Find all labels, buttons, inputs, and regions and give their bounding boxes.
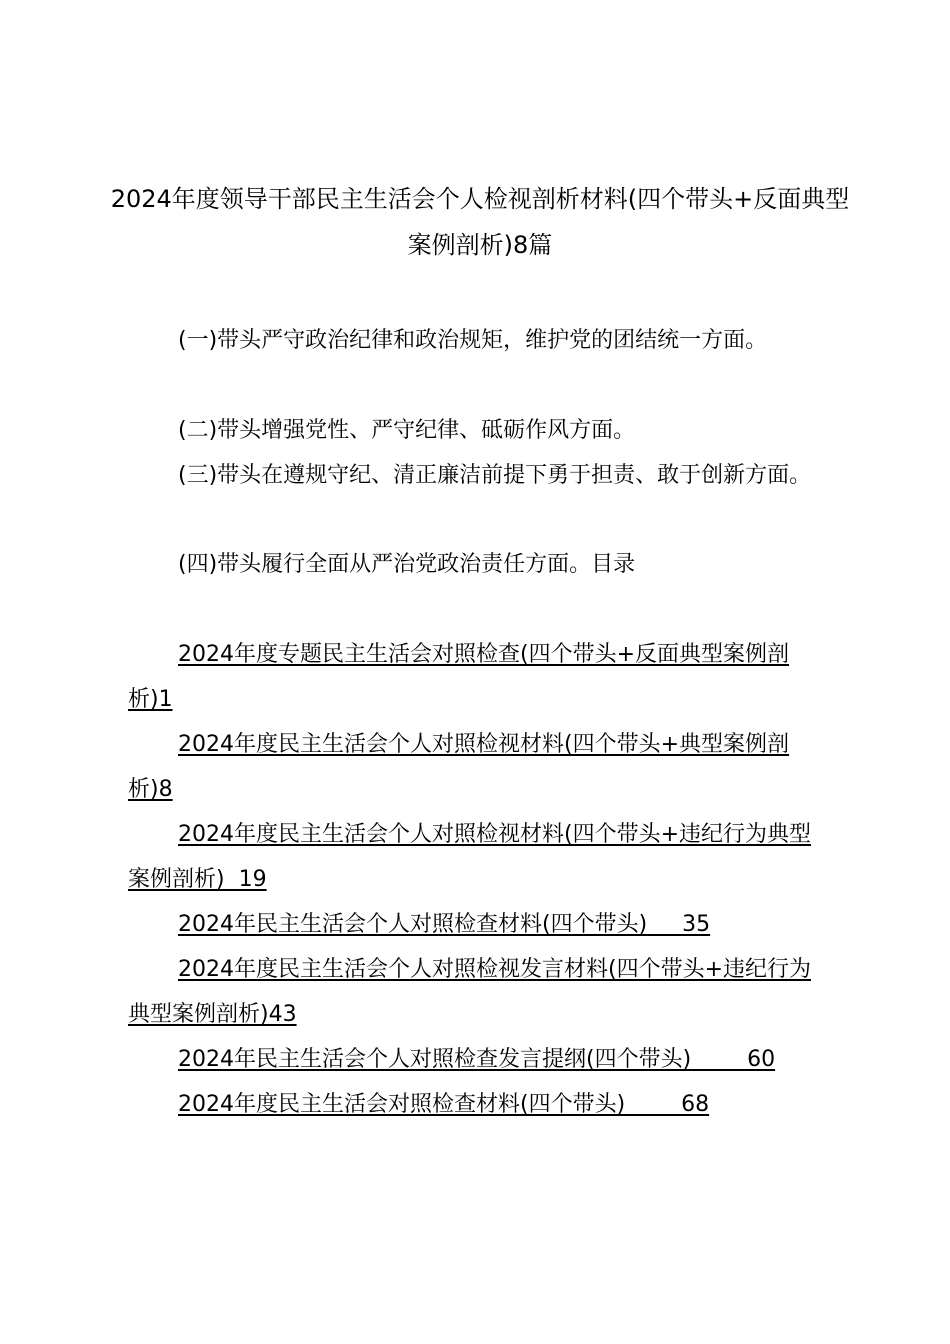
toc-link-2[interactable]: 2024年度民主生活会个人对照检视材料(四个带头+典型案例剖析)8 <box>128 732 790 802</box>
toc-entry-4[interactable] <box>128 902 828 947</box>
paragraph-2: (二)带头增强党性、严守纪律、砥砺作风方面。 <box>178 418 636 443</box>
toc-link-4[interactable]: 2024年民主生活会个人对照检查材料(四个带头) 35 <box>178 912 711 937</box>
toc-link-7[interactable]: 2024年度民主生活会对照检查材料(四个带头) 68 <box>178 1092 710 1117</box>
toc-entry-2[interactable] <box>128 722 828 812</box>
paragraph-1: (一)带头严守政治纪律和政治规矩，维护党的团结统一方面。 <box>178 328 768 353</box>
paragraph-3: (三)带头在遵规守纪、清正廉洁前提下勇于担责、敢于创新方面。 <box>178 463 812 488</box>
paragraph-4: (四)带头履行全面从严治党政治责任方面。目录 <box>178 552 636 577</box>
toc-link-1[interactable]: 2024年度专题民主生活会对照检查(四个带头+反面典型案例剖析)1 <box>128 642 790 712</box>
table-of-contents <box>128 632 828 1127</box>
document-title: 2024年度领导干部民主生活会个人检视剖析材料(四个带头+反面典型案例剖析)8篇 <box>110 185 850 259</box>
toc-entry-1[interactable] <box>128 632 828 722</box>
toc-link-5[interactable]: 2024年度民主生活会个人对照检视发言材料(四个带头+违纪行为典型案例剖析)43 <box>128 957 812 1027</box>
toc-entry-3[interactable] <box>128 812 828 902</box>
toc-link-6[interactable]: 2024年民主生活会个人对照检查发言提纲(四个带头) 60 <box>178 1047 776 1072</box>
toc-link-3[interactable]: 2024年度民主生活会个人对照检视材料(四个带头+违纪行为典型案例剖析) 19 <box>128 822 812 892</box>
toc-entry-5[interactable] <box>128 947 828 1037</box>
toc-entry-7[interactable] <box>128 1082 828 1127</box>
toc-entry-6[interactable] <box>128 1037 828 1082</box>
